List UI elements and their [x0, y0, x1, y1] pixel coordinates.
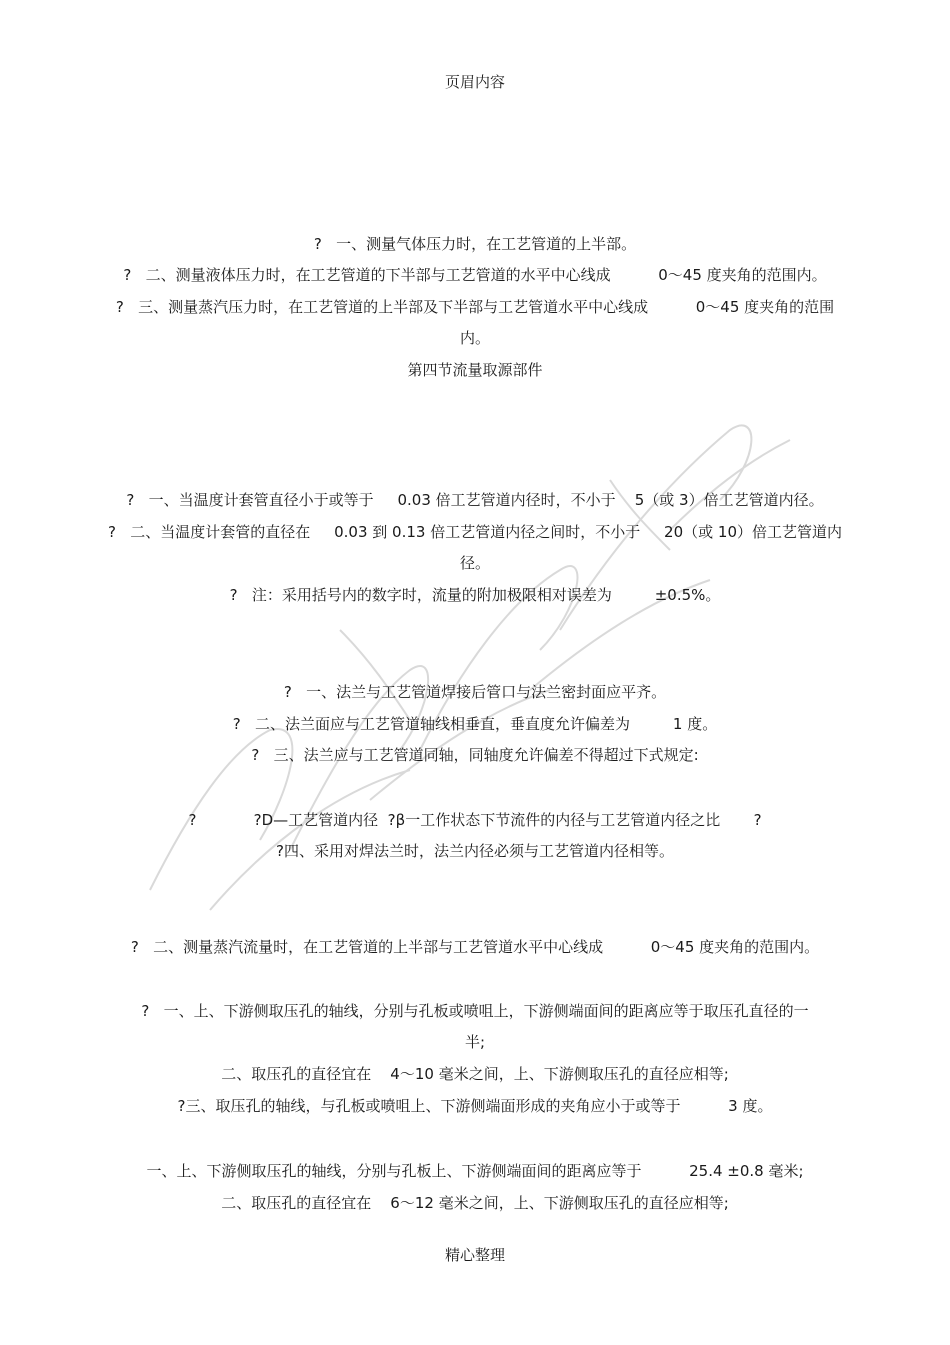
tap-item-1: ? 一、上、下游侧取压孔的轴线，分别与孔板或喷咀上，下游侧端面间的距离应等于取压孔直径的一 — [141, 1002, 809, 1020]
flange-item-4: ?四、采用对焊法兰时，法兰内径必须与工艺管道内径相等。 — [276, 842, 674, 860]
pressure-item-2: ? 二、测量液体压力时，在工艺管道的下半部与工艺管道的水平中心线成 0～45 度夹角的范围内。 — [123, 266, 827, 284]
tap-item-3: ?三、取压孔的轴线，与孔板或喷咀上、下游侧端面形成的夹角应小于或等于 3 度。 — [177, 1097, 773, 1115]
thermo-item-1: ? 一、当温度计套管直径小于或等于 0.03 倍工艺管道内径时，不小于 5（或 3）倍工艺管道内径。 — [126, 491, 824, 509]
page-footer: 精心整理 — [444, 1246, 505, 1264]
pressure-item-3-cont: 内。 — [459, 329, 490, 347]
formula-legend: ? ?D—工艺管道内径 ?β一工作状态下节流件的内径与工艺管道内径之比 ? — [188, 811, 762, 829]
flange-tap-item-1: 一、上、下游侧取压孔的轴线，分别与孔板上、下游侧端面间的距离应等于 25.4 ±0.8 毫米; — [146, 1162, 804, 1180]
thermo-item-2: ? 二、当温度计套管的直径在 0.03 到 0.13 倍工艺管道内径之间时，不小于 20（或 10）倍工艺管道内 — [108, 523, 842, 541]
thermo-note: ? 注：采用括号内的数字时，流量的附加极限相对误差为 ±0.5%。 — [229, 586, 721, 604]
flange-tap-item-2: 二、取压孔的直径宜在 6～12 毫米之间，上、下游侧取压孔的直径应相等; — [221, 1194, 729, 1212]
pressure-item-1: ? 一、测量气体压力时，在工艺管道的上半部。 — [313, 235, 637, 253]
thermo-item-2-cont: 径。 — [459, 554, 490, 572]
steam-flow-item: ? 二、测量蒸汽流量时，在工艺管道的上半部与工艺管道水平中心线成 0～45 度夹角的范围内。 — [130, 938, 820, 956]
flange-item-1: ? 一、法兰与工艺管道焊接后管口与法兰密封面应平齐。 — [283, 683, 667, 701]
flange-item-3: ? 三、法兰应与工艺管道同轴，同轴度允许偏差不得超过下式规定: — [251, 746, 699, 764]
tap-item-2: 二、取压孔的直径宜在 4～10 毫米之间，上、下游侧取压孔的直径应相等; — [221, 1065, 729, 1083]
section-title: 第四节流量取源部件 — [407, 361, 543, 379]
pressure-item-3: ? 三、测量蒸汽压力时，在工艺管道的上半部及下半部与工艺管道水平中心线成 0～45 度夹角的范围 — [115, 298, 835, 316]
page-header: 页眉内容 — [444, 73, 505, 91]
flange-item-2: ? 二、法兰面应与工艺管道轴线相垂直，垂直度允许偏差为 1 度。 — [232, 715, 718, 733]
tap-item-1-cont: 半; — [464, 1033, 486, 1051]
